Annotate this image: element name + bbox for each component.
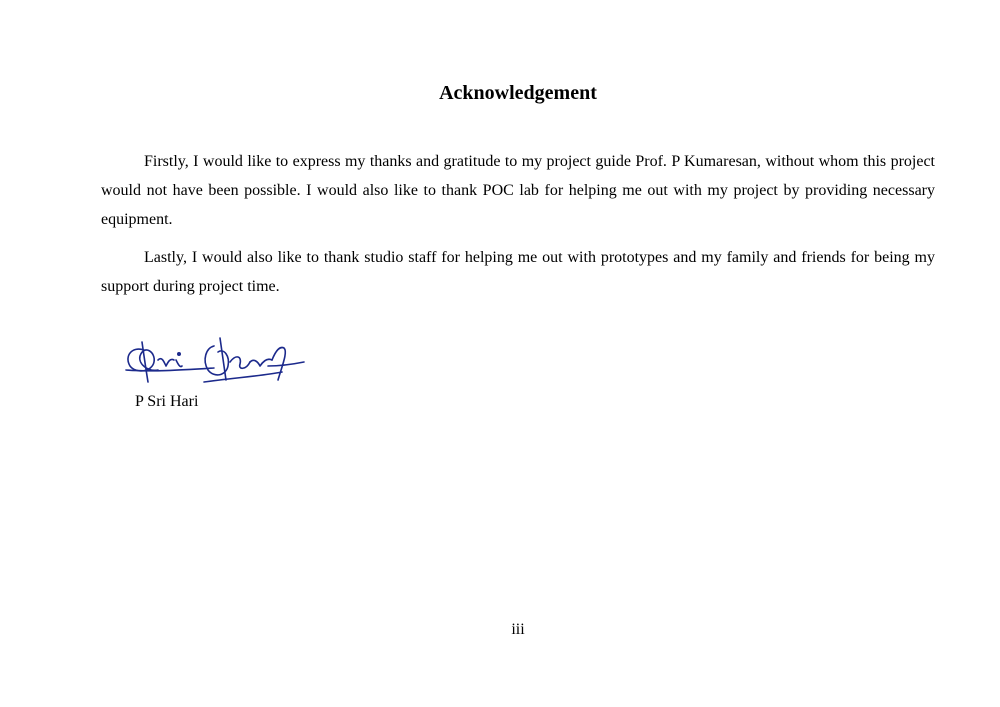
page-number: iii — [511, 621, 525, 638]
acknowledgement-body — [101, 147, 935, 310]
handwritten-signature — [122, 326, 312, 392]
paragraph-1: Firstly, I would like to express my thanks and gratitude to my project guide Prof. P Kumaresan, without whom this project would not have been possible. I would also like to thank POC lab for helping me out with my project by providing necessary equipment. — [101, 153, 935, 228]
page-title: Acknowledgement — [439, 82, 597, 105]
paragraph-2: Lastly, I would also like to thank studio staff for helping me out with prototypes and my family and friends for being my support during project time. — [101, 249, 935, 295]
signer-name: P Sri Hari — [135, 393, 199, 410]
